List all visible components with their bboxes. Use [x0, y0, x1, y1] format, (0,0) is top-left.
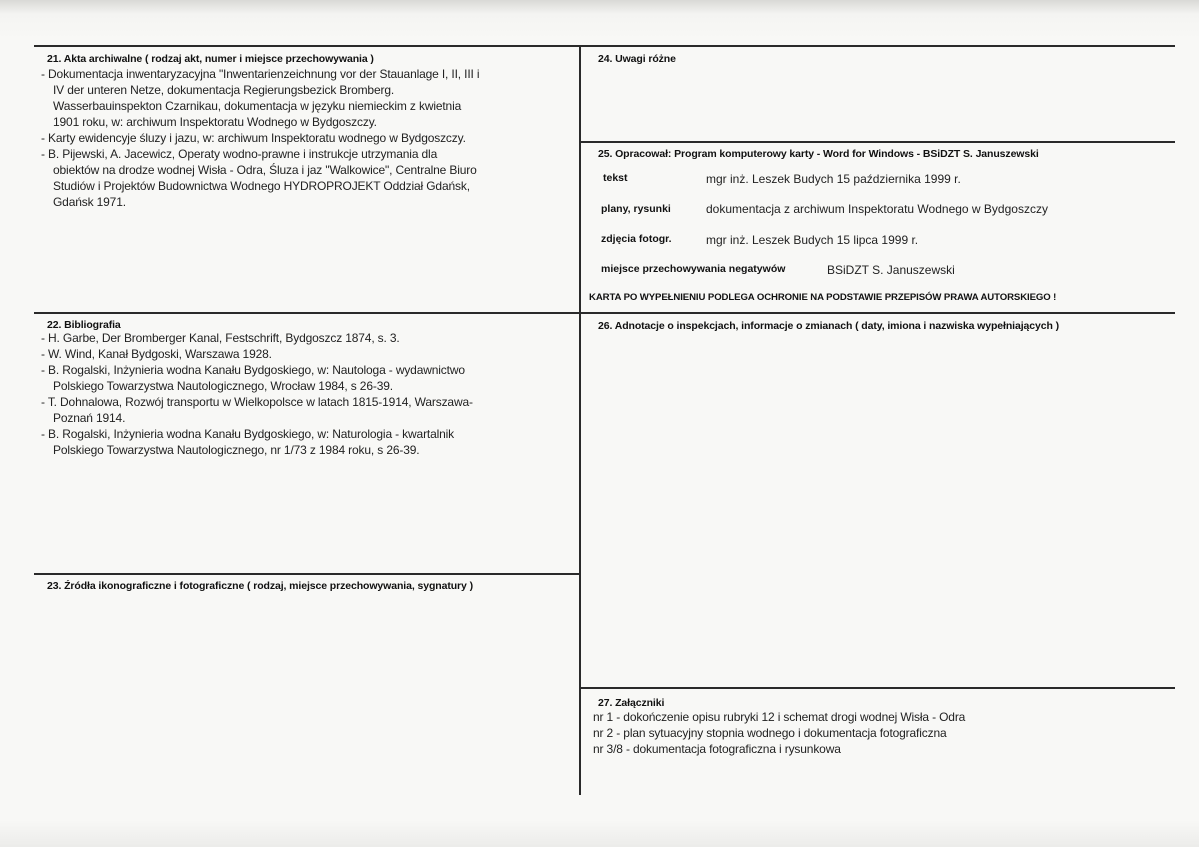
rule-left-21-22: [34, 312, 580, 314]
tekst-label: tekst: [603, 172, 628, 184]
zdjecia-value: mgr inż. Leszek Budych 15 lipca 1999 r.: [706, 233, 919, 247]
section-22-line: - B. Rogalski, Inżynieria wodna Kanału Bydgoskiego, w: Naturologia - kwartalnik: [41, 427, 455, 441]
attachment-item: nr 1 - dokończenie opisu rubryki 12 i schemat drogi wodnej Wisła - Odra: [593, 710, 966, 724]
section-22-line: - H. Garbe, Der Bromberger Kanal, Festschrift, Bydgoszcz 1874, s. 3.: [41, 331, 400, 345]
section-21-line: Studiów i Projektów Budownictwa Wodnego HYDROPROJEKT Oddział Gdańsk,: [53, 179, 470, 193]
rule-right-26-27: [580, 687, 1175, 689]
section-22-line: Polskiego Towarzystwa Nautologicznego, nr 1/73 z 1984 roku, s 26-39.: [53, 443, 420, 457]
section-21-line: - B. Pijewski, A. Jacewicz, Operaty wodno-prawne i instrukcje utrzymania dla: [41, 147, 438, 161]
section-22-line: Polskiego Towarzystwa Nautologicznego, Wrocław 1984, s 26-39.: [53, 379, 393, 393]
plany-label: plany, rysunki: [601, 203, 671, 215]
section-21-line: obiektów na drodze wodnej Wisła - Odra, Śluza i jaz "Walkowice", Centralne Biuro: [53, 163, 477, 177]
section-27-title: 27. Załączniki: [598, 697, 665, 709]
section-24-title: 24. Uwagi różne: [598, 53, 676, 65]
rule-left-22-23: [34, 573, 580, 575]
section-22-line: - B. Rogalski, Inżynieria wodna Kanału Bydgoskiego, w: Nautologa - wydawnictwo: [41, 363, 465, 377]
zdjecia-label: zdjęcia fotogr.: [601, 233, 672, 245]
copyright-notice: KARTA PO WYPEŁNIENIU PODLEGA OCHRONIE NA PODSTAWIE PRZEPISÓW PRAWA AUTORSKIEGO !: [589, 292, 1057, 303]
section-22-line: - T. Dohnalowa, Rozwój transportu w Wielkopolsce w latach 1815-1914, Warszawa-: [41, 395, 473, 409]
section-22-line: - W. Wind, Kanał Bydgoski, Warszawa 1928.: [41, 347, 272, 361]
top-rule: [34, 45, 1175, 47]
section-22-line: Poznań 1914.: [53, 411, 126, 425]
section-21-line: IV der unteren Netze, dokumentacja Regierungsbezick Bromberg.: [53, 83, 395, 97]
section-25-title: 25. Opracował: Program komputerowy karty - Word for Windows - BSiDZT S. Januszewski: [598, 148, 1039, 160]
rule-right-25-26: [580, 312, 1175, 314]
section-21-line: - Karty ewidencyje śluzy i jazu, w: archiwum Inspektoratu wodnego w Bydgoszczy.: [41, 131, 466, 145]
attachment-item: nr 3/8 - dokumentacja fotograficzna i rysunkowa: [593, 742, 841, 756]
section-21-line: Gdańsk 1971.: [53, 195, 126, 209]
negatywy-label: miejsce przechowywania negatywów: [601, 263, 786, 275]
section-23-title: 23. Źródła ikonograficzne i fotograficzne ( rodzaj, miejsce przechowywania, sygnatury ): [47, 580, 473, 592]
attachment-item: nr 2 - plan sytuacyjny stopnia wodnego i dokumentacja fotograficzna: [593, 726, 947, 740]
plany-value: dokumentacja z archiwum Inspektoratu Wodnego w Bydgoszczy: [706, 202, 1048, 216]
section-22-body: [41, 330, 473, 458]
section-21-title: 21. Akta archiwalne ( rodzaj akt, numer i miejsce przechowywania ): [47, 53, 374, 65]
section-21-line: Wasserbauinspekton Czarnikau, dokumentacja w języku niemieckim z kwietnia: [53, 99, 462, 113]
tekst-value: mgr inż. Leszek Budych 15 października 1999 r.: [706, 172, 961, 186]
negatywy-value: BSiDZT S. Januszewski: [827, 263, 955, 277]
rule-right-24-25: [580, 141, 1175, 143]
section-22-title: 22. Bibliografia: [47, 319, 121, 331]
section-26-title: 26. Adnotacje o inspekcjach, informacje o zmianach ( daty, imiona i nazwiska wypełniających ): [598, 320, 1060, 332]
column-divider: [579, 45, 581, 795]
section-27-body: [593, 709, 965, 757]
section-21-body: [41, 66, 479, 210]
section-21-line: - Dokumentacja inwentaryzacyjna "Inwentarienzeichnung vor der Stauanlage I, II, III i: [41, 67, 480, 81]
section-21-line: 1901 roku, w: archiwum Inspektoratu Wodnego w Bydgoszczy.: [53, 115, 377, 129]
